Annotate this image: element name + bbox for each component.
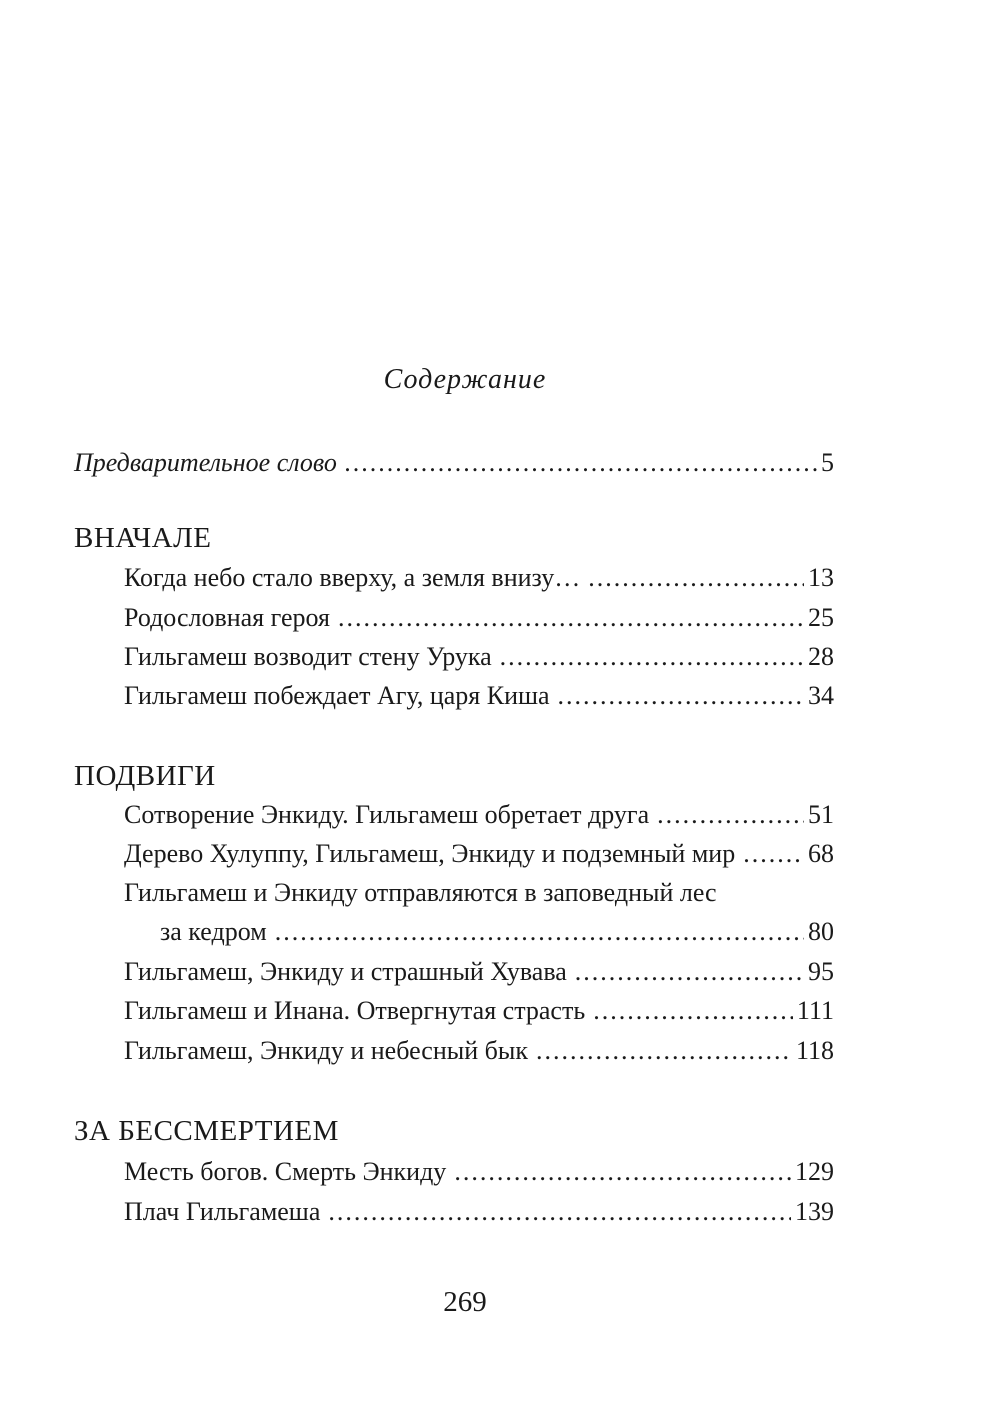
leader-dots	[454, 1156, 791, 1188]
section-heading-podvigi: ПОДВИГИ	[74, 760, 216, 792]
leader-dots	[328, 1196, 791, 1228]
toc-entry-label: Месть богов. Смерть Энкиду	[124, 1157, 447, 1186]
toc-title: Содержание	[383, 364, 547, 395]
section-heading-vnachale: ВНАЧАЛЕ	[74, 522, 212, 554]
toc-entry-page: 28	[808, 642, 834, 671]
toc-entry	[124, 1196, 834, 1228]
toc-entry-preface	[74, 447, 834, 479]
toc-entry-page: 129	[795, 1157, 834, 1186]
leader-dots	[500, 641, 804, 673]
toc-entry-page: 95	[808, 957, 834, 986]
toc-entry-page: 5	[821, 448, 834, 477]
toc-entry	[124, 956, 834, 988]
toc-entry-page: 111	[796, 996, 834, 1025]
page-number: 269	[443, 1286, 487, 1318]
toc-entry-label: Гильгамеш, Энкиду и небесный бык	[124, 1036, 528, 1065]
toc-entry	[124, 1156, 834, 1188]
leader-dots	[345, 447, 817, 479]
toc-entry	[124, 799, 834, 831]
leader-dots	[588, 562, 804, 594]
toc-entry-page: 34	[808, 681, 834, 710]
toc-entry	[160, 916, 834, 948]
leader-dots	[593, 995, 793, 1027]
toc-entry-label: Гильгамеш и Инана. Отвергнутая страсть	[124, 996, 586, 1025]
toc-entry	[124, 1035, 834, 1067]
toc-entry-label-cont: за кедром	[160, 917, 267, 946]
toc-entry-label: Родословная героя	[124, 603, 330, 632]
toc-entry-page: 13	[808, 563, 834, 592]
leader-dots	[338, 602, 804, 634]
toc-entry	[124, 602, 834, 634]
toc-entry-page: 118	[795, 1036, 834, 1065]
leader-dots	[575, 956, 804, 988]
toc-entry-label: Предварительное слово	[74, 448, 337, 477]
toc-entry-page: 80	[808, 917, 834, 946]
toc-entry	[124, 562, 834, 594]
leader-dots	[275, 916, 804, 948]
toc-entry	[124, 680, 834, 712]
leader-dots	[536, 1035, 792, 1067]
toc-entry-page: 51	[808, 800, 834, 829]
toc-entry	[124, 995, 834, 1027]
toc-entry-page: 139	[795, 1197, 834, 1226]
toc-entry-label: Гильгамеш побеждает Агу, царя Киша	[124, 681, 550, 710]
toc-entry	[124, 838, 834, 870]
toc-entry-label: Сотворение Энкиду. Гильгамеш обретает друга	[124, 800, 650, 829]
toc-entry-label: Гильгамеш, Энкиду и страшный Хувава	[124, 957, 567, 986]
toc-entry-label: Дерево Хулуппу, Гильгамеш, Энкиду и подземный мир	[124, 839, 736, 868]
toc-entry-page: 68	[808, 839, 834, 868]
leader-dots	[657, 799, 804, 831]
toc-entry-label: Гильгамеш и Энкиду отправляются в заповедный лес	[124, 878, 717, 907]
toc-entry-label: Плач Гильгамеша	[124, 1197, 321, 1226]
toc-entry	[124, 641, 834, 673]
toc-entry-label: Гильгамеш возводит стену Урука	[124, 642, 492, 671]
leader-dots	[558, 680, 804, 712]
leader-dots	[743, 838, 804, 870]
toc-entry-page: 25	[808, 603, 834, 632]
section-heading-za-bessmertiem: ЗА БЕССМЕРТИЕМ	[74, 1115, 339, 1147]
toc-entry-label: Когда небо стало вверху, а земля внизу…	[124, 563, 581, 592]
